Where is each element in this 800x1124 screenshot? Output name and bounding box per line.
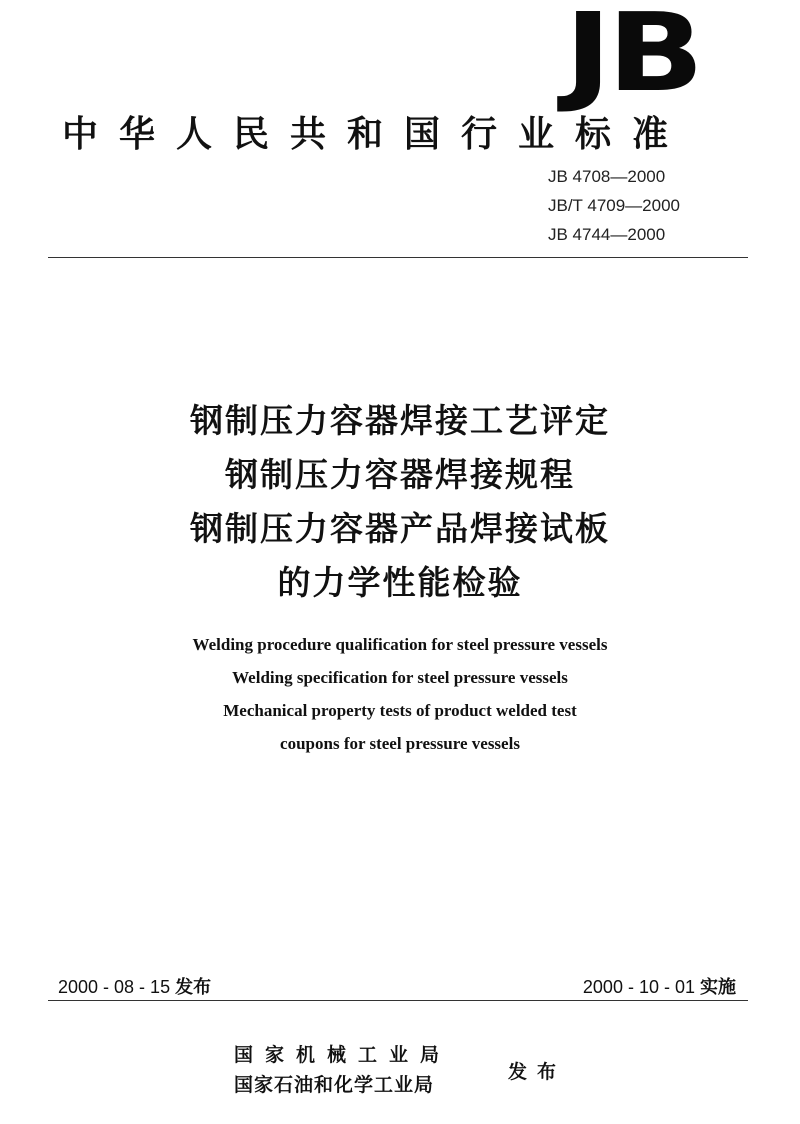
standard-code: JB/T 4709—2000 [548,196,680,215]
english-title-line: coupons for steel pressure vessels [280,734,520,753]
english-title-block [0,628,800,760]
standard-codes [548,162,748,249]
org-title: 中华人民共和国行业标准 [62,114,690,155]
chinese-title-block [0,394,800,610]
implement-date-value: 2000 - 10 - 01 [582,977,695,997]
chinese-title-line: 钢制压力容器焊接规程 [225,455,575,494]
issue-date [58,973,211,999]
implement-date-label: 实施 [700,977,736,998]
english-title-line: Welding procedure qualification for steel pressure vessels [192,635,608,654]
implement-date [583,973,736,999]
publish-label: 发布 [508,1061,567,1083]
english-title-line: Welding specification for steel pressure vessels [232,668,568,687]
chinese-title-line: 的力学性能检验 [277,563,523,602]
standard-code: JB 4708—2000 [548,167,666,186]
issue-date-label: 发布 [175,977,212,998]
top-divider [48,257,748,258]
bottom-divider [48,1000,748,1001]
issuer-name: 国家机械工业局 [234,1044,452,1066]
issuer-block [234,1040,451,1100]
issuer-name: 国家石油和化学工业局 [234,1074,435,1096]
jb-logo: JB [564,0,700,116]
chinese-title-line: 钢制压力容器产品焊接试板 [190,509,610,548]
standard-code: JB 4744—2000 [548,225,666,244]
english-title-line: Mechanical property tests of product welded test [223,701,577,720]
chinese-title-line: 钢制压力容器焊接工艺评定 [190,401,610,440]
issue-date-value: 2000 - 08 - 15 [58,977,171,997]
